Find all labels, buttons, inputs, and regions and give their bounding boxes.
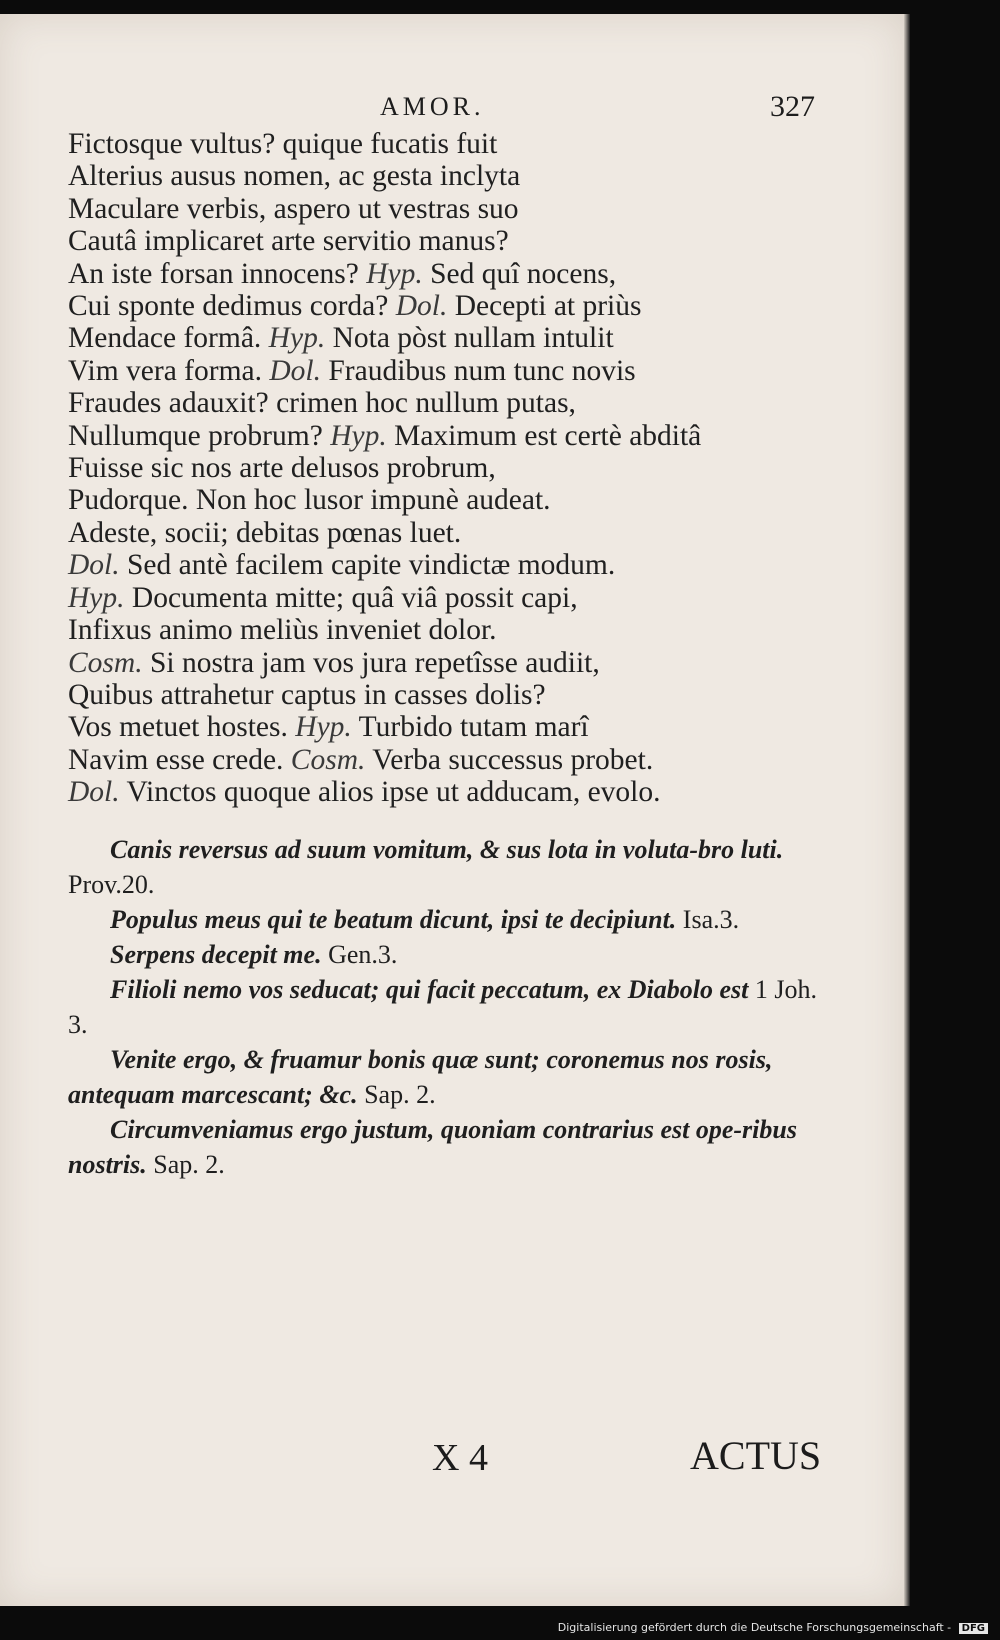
verse-text: Quibus attrahetur captus in casses dolis? [68, 678, 546, 711]
verse-text: Cui sponte dedimus corda? [68, 290, 396, 323]
speaker-tag: Hyp. [295, 711, 352, 744]
quote-text: Venite ergo, & fruamur bonis quæ sunt; coronemus nos rosis, antequam marcescant; &c. [68, 1045, 773, 1109]
speaker-tag: Dol. [395, 290, 448, 323]
verse-line [68, 387, 848, 419]
verse-text: Fraudibus num tunc novis [321, 354, 636, 387]
verse-line [68, 355, 848, 387]
verse-line [68, 193, 848, 225]
quote-paragraph [68, 1112, 828, 1182]
verse-text: Si nostra jam vos jura repetîsse audiit, [142, 646, 600, 679]
page-footer [0, 1433, 904, 1496]
verse-line [68, 160, 848, 192]
verse-line [68, 711, 848, 743]
verse-text: Mendace formâ. [68, 322, 269, 355]
page-header [0, 92, 904, 132]
verse-line [68, 744, 848, 776]
verse-text: Documenta mitte; quâ viâ possit capi, [124, 581, 578, 614]
verse-text: Vim vera forma. [68, 354, 270, 387]
page-edge [904, 14, 910, 1606]
quote-reference: 1 Joh. 3. [68, 975, 818, 1039]
verse-line [68, 322, 848, 354]
verse-block [68, 128, 848, 809]
quote-reference: Sap. 2. [146, 1150, 225, 1179]
book-page [0, 14, 904, 1606]
speaker-tag: Dol. [68, 549, 120, 582]
speaker-tag: Hyp. [330, 419, 387, 452]
verse-text: Alterius ausus nomen, ac gesta inclyta [68, 160, 521, 193]
verse-text: Cautâ implicaret arte servitio manus? [68, 225, 509, 258]
verse-text: Fuisse sic nos arte delusos probrum, [68, 452, 496, 485]
signature-mark: X 4 [432, 1437, 488, 1479]
quote-text: Circumveniamus ergo justum, quoniam contrarius est ope-ribus nostris. [68, 1115, 797, 1179]
page-number: 327 [770, 90, 815, 123]
catchword: ACTUS [690, 1433, 822, 1478]
quote-reference: Isa.3. [676, 905, 740, 934]
verse-text: Pudorque. Non hoc lusor impunè audeat. [68, 484, 551, 517]
verse-line [68, 258, 848, 290]
verse-text: Fictosque vultus? quique fucatis fuit [68, 128, 498, 160]
verse-line [68, 776, 848, 808]
quote-text: Filioli nemo vos seducat; qui facit peccatum, ex Diabolo est [110, 975, 749, 1004]
verse-line [68, 420, 848, 452]
speaker-tag: Dol. [68, 776, 120, 809]
verse-line [68, 225, 848, 257]
quote-paragraph [68, 902, 828, 937]
quote-reference: Sap. 2. [357, 1080, 436, 1109]
verse-text: Turbido tutam marî [351, 711, 589, 744]
quote-text: Serpens decepit me. [110, 940, 322, 969]
quote-reference: Gen.3. [321, 940, 398, 969]
verse-line [68, 549, 848, 581]
verse-text: Maculare verbis, aspero ut vestras suo [68, 192, 519, 225]
dfg-logo: DFG [959, 1623, 988, 1634]
verse-text: Adeste, socii; debitas pœnas luet. [68, 516, 462, 549]
digitization-credit [558, 1621, 988, 1634]
quote-paragraph [68, 972, 828, 1042]
speaker-tag: Cosm. [290, 743, 366, 776]
verse-line [68, 484, 848, 516]
verse-line [68, 582, 848, 614]
verse-text: Navim esse crede. [68, 743, 291, 776]
verse-line [68, 679, 848, 711]
verse-text: Nullumque probrum? [68, 419, 331, 452]
verse-line [68, 128, 848, 160]
quote-paragraph [68, 937, 828, 972]
quote-text: Populus meus qui te beatum dicunt, ipsi te decipiunt. [110, 905, 677, 934]
speaker-tag: Hyp. [268, 322, 326, 355]
verse-text: An iste forsan innocens? [68, 257, 367, 290]
verse-text: Vinctos quoque alios ipse ut adducam, evolo. [119, 776, 661, 809]
verse-text: Maximum est certè abditâ [386, 419, 702, 452]
verse-line [68, 452, 848, 484]
verse-line [68, 517, 848, 549]
quote-paragraph [68, 832, 828, 902]
quote-reference: Prov.20. [68, 870, 155, 899]
verse-text: Vos metuet hostes. [68, 711, 296, 744]
speaker-tag: Dol. [269, 354, 321, 387]
verse-line [68, 290, 848, 322]
quote-text: Canis reversus ad suum vomitum, & sus lota in voluta-bro luti. [110, 835, 784, 864]
verse-text: Sed quî nocens, [422, 257, 617, 290]
verse-text: Fraudes adauxit? crimen hoc nullum putas, [68, 387, 576, 420]
scripture-quotes [68, 832, 828, 1182]
speaker-tag: Cosm. [68, 646, 143, 679]
verse-text: Decepti at priùs [447, 290, 642, 323]
speaker-tag: Hyp. [366, 257, 423, 290]
credit-text: Digitalisierung gefördert durch die Deutsche Forschungsgemeinschaft - [557, 1621, 952, 1634]
verse-text: Infixus animo meliùs inveniet dolor. [68, 614, 497, 647]
running-head: AMOR. [380, 92, 485, 121]
quote-paragraph [68, 1042, 828, 1112]
speaker-tag: Hyp. [68, 581, 125, 614]
verse-line [68, 647, 848, 679]
verse-text: Verba successus probet. [365, 743, 654, 776]
verse-line [68, 614, 848, 646]
verse-text: Nota pòst nullam intulit [325, 322, 614, 355]
verse-text: Sed antè facilem capite vindictæ modum. [119, 549, 616, 582]
